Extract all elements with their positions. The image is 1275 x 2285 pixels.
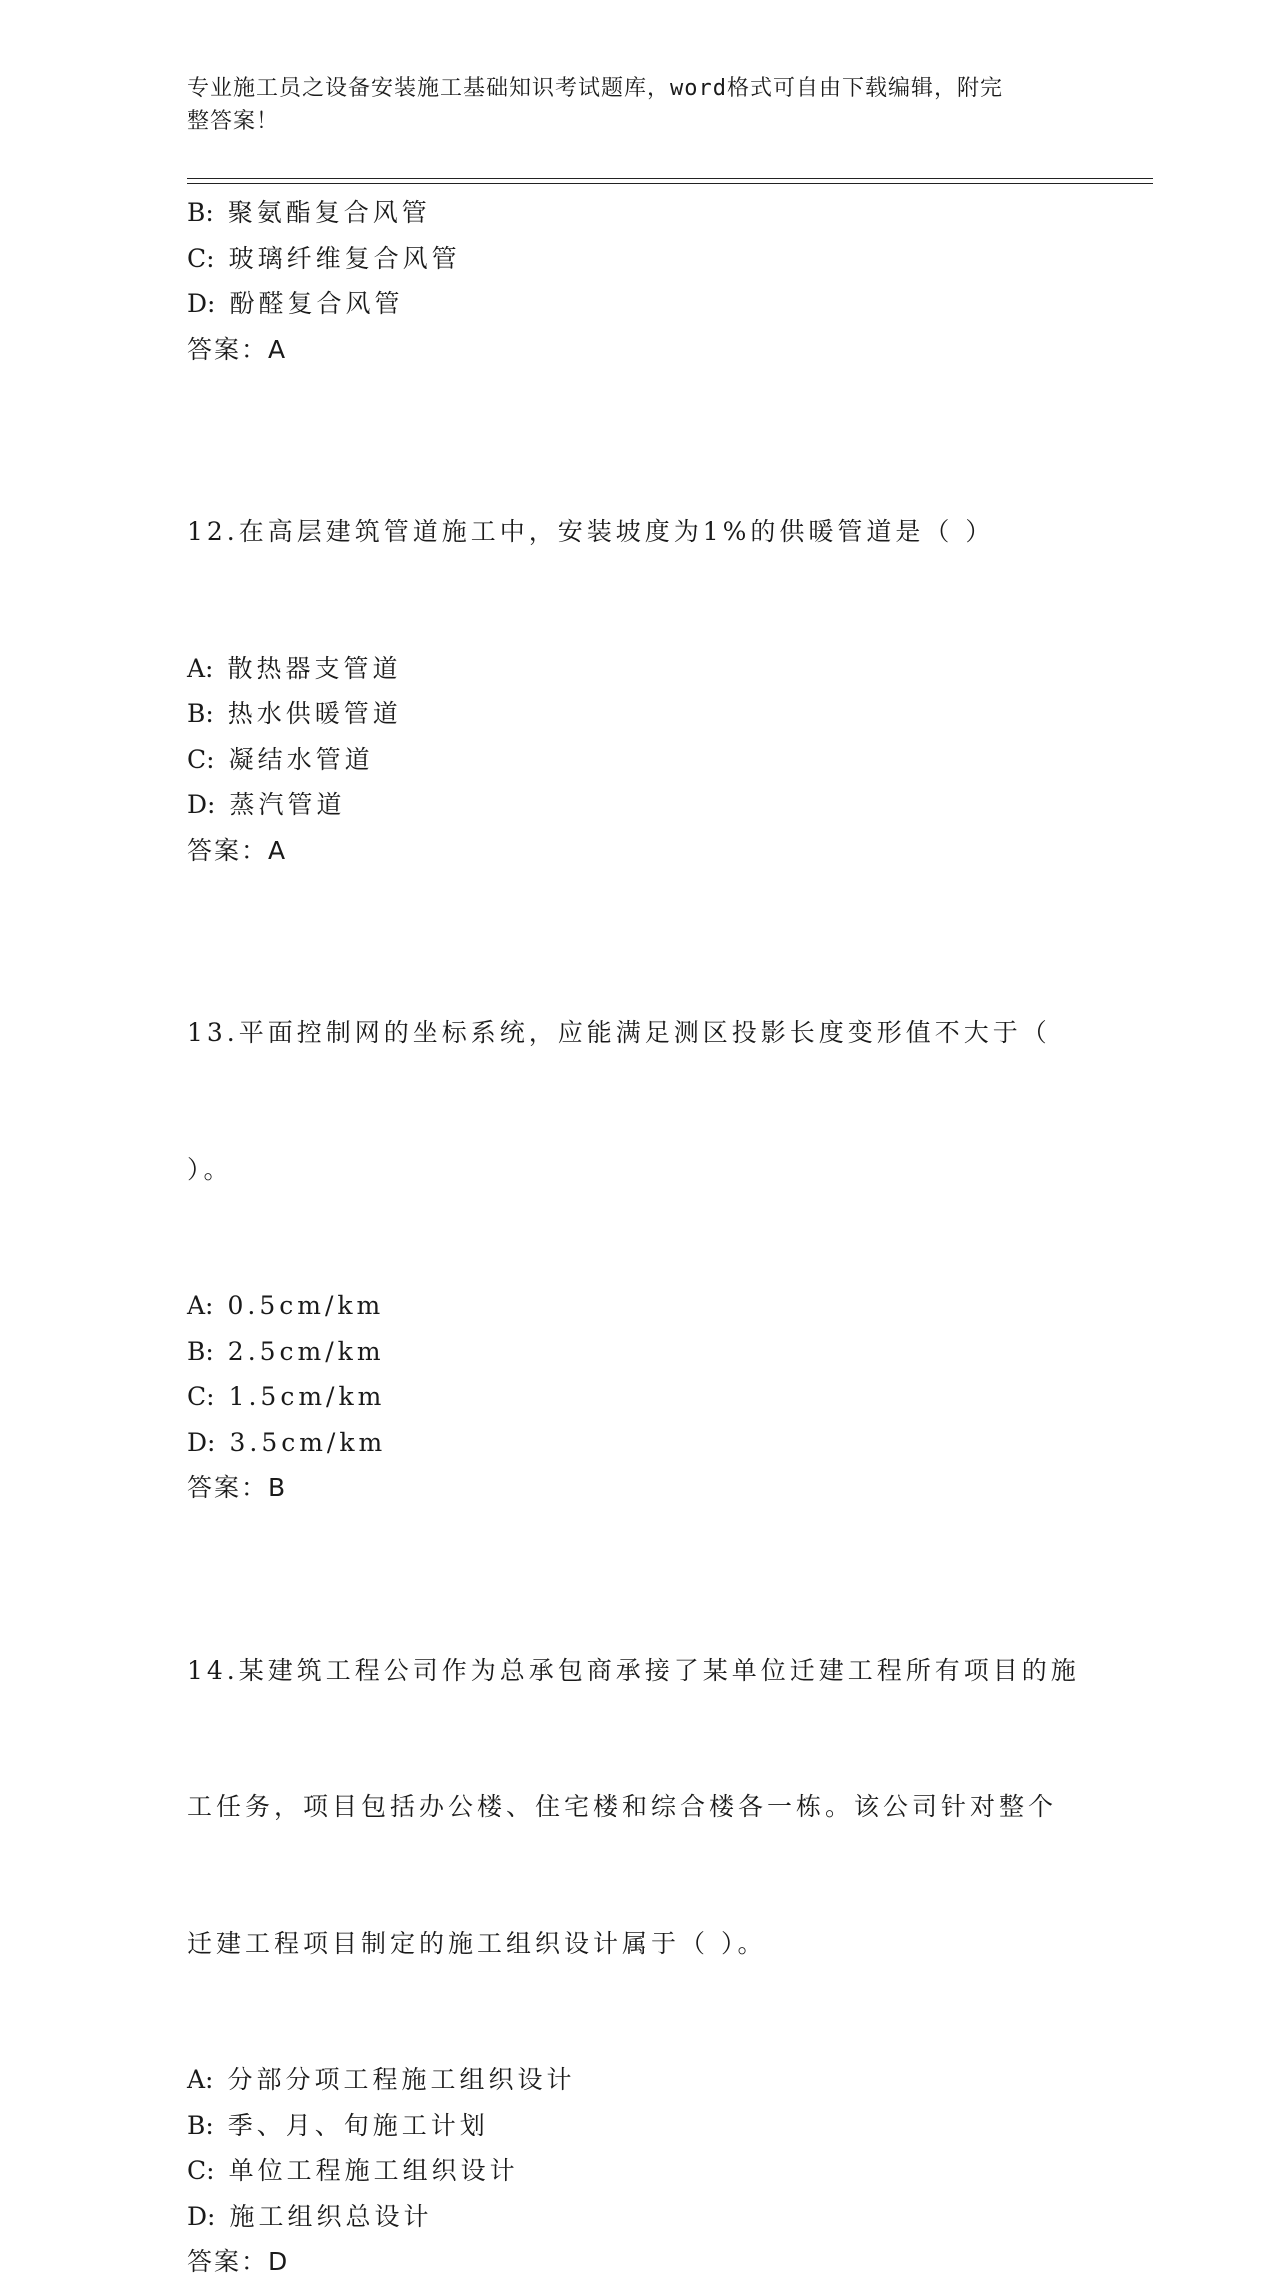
option-d xyxy=(187,2194,1087,2240)
header-divider-bottom xyxy=(187,183,1153,184)
option-text: 0.5cm/km xyxy=(227,1291,385,1320)
stem-line: 14.某建筑工程公司作为总承包商承接了某单位迁建工程所有项目的施 xyxy=(187,1655,1080,1685)
document-header xyxy=(187,72,1087,138)
option-text: 散热器支管道 xyxy=(227,653,402,683)
question-14 xyxy=(187,1557,1087,2285)
option-d xyxy=(187,782,1087,828)
option-text: 聚氨酯复合风管 xyxy=(227,198,431,227)
question-12 xyxy=(187,418,1087,873)
option-b xyxy=(187,691,1087,737)
option-letter: C: xyxy=(187,1382,215,1411)
option-letter: B: xyxy=(187,1336,214,1366)
answer-line: 答案：D xyxy=(187,2247,290,2276)
option-text: 3.5cm/km xyxy=(229,1427,387,1457)
answer-line: 答案：B xyxy=(187,1473,288,1502)
option-text: 2.5cm/km xyxy=(227,1336,385,1366)
option-d xyxy=(187,1420,1087,1466)
option-letter: D: xyxy=(187,289,216,318)
option-letter: D: xyxy=(187,2201,216,2231)
option-a xyxy=(187,2057,1087,2103)
stem-line: ）。 xyxy=(187,1154,233,1184)
option-letter: A: xyxy=(187,1291,214,1320)
question-stem xyxy=(187,418,1067,646)
question-13 xyxy=(187,919,1087,1511)
option-letter: A: xyxy=(187,2065,214,2094)
option-letter: C: xyxy=(187,744,215,774)
option-letter: B: xyxy=(187,198,214,227)
stem-line: 工任务，项目包括办公楼、住宅楼和综合楼各一栋。该公司针对整个 xyxy=(187,1792,1058,1821)
option-a xyxy=(187,1283,1087,1329)
answer-line: 答案：A xyxy=(187,334,288,364)
option-c xyxy=(187,236,1087,282)
option-b xyxy=(187,190,1087,236)
option-a xyxy=(187,646,1087,692)
question-stem xyxy=(187,919,1067,1283)
option-c xyxy=(187,737,1087,783)
option-b xyxy=(187,2103,1087,2149)
stem-line: 迁建工程项目制定的施工组织设计属于（ ）。 xyxy=(187,1928,767,1958)
option-text: 单位工程施工组织设计 xyxy=(228,2156,519,2185)
option-b xyxy=(187,1329,1087,1375)
option-text: 1.5cm/km xyxy=(228,1382,386,1411)
stem-line: 12.在高层建筑管道施工中，安装坡度为1%的供暖管道是（ ） xyxy=(187,517,995,546)
option-letter: C: xyxy=(187,243,215,273)
option-text: 凝结水管道 xyxy=(228,744,374,774)
option-text: 蒸汽管道 xyxy=(229,790,346,819)
option-d xyxy=(187,281,1087,327)
header-line-2: 整答案！ xyxy=(187,109,280,134)
option-text: 酚醛复合风管 xyxy=(229,289,404,318)
option-text: 热水供暖管道 xyxy=(227,699,402,728)
option-letter: D: xyxy=(187,1427,216,1457)
question-list xyxy=(187,190,1087,2285)
question-stem xyxy=(187,1557,1080,2058)
option-text: 分部分项工程施工组织设计 xyxy=(227,2065,576,2094)
option-c xyxy=(187,1374,1087,1420)
option-letter: A: xyxy=(187,653,214,683)
header-line-1: 专业施工员之设备安装施工基础知识考试题库，word格式可自由下载编辑，附完 xyxy=(187,76,1003,101)
option-text: 玻璃纤维复合风管 xyxy=(228,243,461,273)
header-divider-top xyxy=(187,178,1153,179)
answer-line: 答案：A xyxy=(187,835,288,865)
option-letter: B: xyxy=(187,2110,214,2140)
stem-line: 13.平面控制网的坐标系统，应能满足测区投影长度变形值不大于（ xyxy=(187,1018,1051,1047)
carryover-options xyxy=(187,190,1087,372)
option-letter: C: xyxy=(187,2156,215,2185)
option-letter: D: xyxy=(187,790,216,819)
option-c xyxy=(187,2148,1087,2194)
option-text: 施工组织总设计 xyxy=(229,2201,433,2231)
option-letter: B: xyxy=(187,699,214,728)
option-text: 季、月、旬施工计划 xyxy=(227,2110,489,2140)
